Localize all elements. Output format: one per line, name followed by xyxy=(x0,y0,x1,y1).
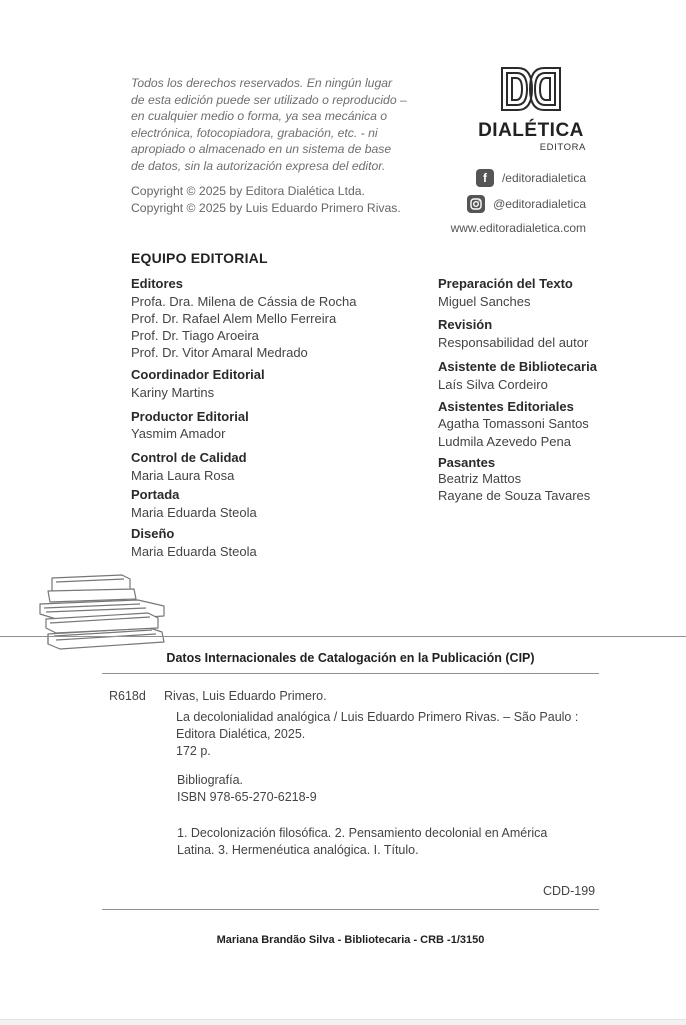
facebook-handle: /editoradialetica xyxy=(501,171,586,185)
role-label: Productor Editorial xyxy=(131,409,249,424)
cip-description: La decolonialidad analógica / Luis Eduardo Primero Rivas. – São Paulo : xyxy=(176,710,579,724)
rights-line: en cualquier medio o forma, ya sea mecánica o xyxy=(131,109,388,123)
copyright-author: Copyright © 2025 by Luis Eduardo Primero Rivas. xyxy=(131,200,401,215)
cip-description: Editora Dialética, 2025. xyxy=(176,727,306,741)
cip-subjects: Latina. 3. Hermenéutica analógica. I. Título. xyxy=(177,843,419,857)
page-divider xyxy=(0,636,686,637)
person-name: Maria Laura Rosa xyxy=(131,468,235,483)
brand-subtitle: EDITORA xyxy=(539,142,586,153)
cip-top-rule xyxy=(102,673,599,674)
instagram-icon xyxy=(467,195,485,213)
instagram-link[interactable] xyxy=(467,195,586,213)
cip-title: Datos Internacionales de Catalogación en la Publicación (CIP) xyxy=(166,651,535,665)
role-label: Diseño xyxy=(131,526,175,541)
librarian-credit: Mariana Brandão Silva - Bibliotecaria - CRB -1/3150 xyxy=(216,934,485,946)
instagram-handle: @editoradialetica xyxy=(493,197,586,211)
cip-code: R618d xyxy=(109,689,146,703)
person-name: Responsabilidad del autor xyxy=(438,335,589,350)
brand-name: DIALÉTICA xyxy=(478,120,584,141)
books-illustration-icon xyxy=(38,572,170,652)
rights-line: de esta edición puede ser utilizado o reproducido – xyxy=(131,92,407,107)
role-label: Editores xyxy=(131,276,184,291)
cip-author: Rivas, Luis Eduardo Primero. xyxy=(164,689,327,703)
person-name: Miguel Sanches xyxy=(438,294,531,309)
person-name: Agatha Tomassoni Santos xyxy=(438,416,589,431)
rights-notice xyxy=(131,75,411,174)
cip-subjects: 1. Decolonización filosófica. 2. Pensamiento decolonial en América xyxy=(177,826,548,840)
cip-bibliography: Bibliografía. xyxy=(177,773,244,787)
person-name: Prof. Dr. Rafael Alem Mello Ferreira xyxy=(131,311,337,326)
person-name: Rayane de Souza Tavares xyxy=(438,488,591,503)
team-title: EQUIPO EDITORIAL xyxy=(131,250,268,266)
person-name: Kariny Martins xyxy=(131,385,215,400)
rights-line: Todos los derechos reservados. En ningún lugar xyxy=(131,76,393,90)
role-label: Asistente de Bibliotecaria xyxy=(438,359,597,374)
person-name: Profa. Dra. Milena de Cássia de Rocha xyxy=(131,294,357,309)
role-label: Control de Calidad xyxy=(131,450,247,465)
role-label: Revisión xyxy=(438,317,493,332)
role-label: Coordinador Editorial xyxy=(131,367,265,382)
rights-line: electrónica, fotocopiadora, grabación, etc. - ni xyxy=(131,125,378,140)
person-name: Yasmim Amador xyxy=(131,426,226,441)
person-name: Prof. Dr. Vitor Amaral Medrado xyxy=(131,345,308,360)
rights-line: apropiado o almacenado en un sistema de base xyxy=(131,142,392,156)
cip-cdd: CDD-199 xyxy=(543,884,596,898)
page-bottom-edge xyxy=(0,1019,686,1025)
cip-isbn: ISBN 978-65-270-6218-9 xyxy=(177,790,317,804)
cip-pages: 172 p. xyxy=(176,744,211,758)
facebook-icon: f xyxy=(476,169,494,187)
rights-line: de datos, sin la autorización expresa del editor. xyxy=(131,158,386,173)
role-label: Portada xyxy=(131,487,180,502)
person-name: Maria Eduarda Steola xyxy=(131,544,257,559)
person-name: Ludmila Azevedo Pena xyxy=(438,434,571,449)
person-name: Prof. Dr. Tiago Aroeira xyxy=(131,328,259,343)
website-link[interactable]: www.editoradialetica.com xyxy=(450,221,586,235)
cip-bottom-rule xyxy=(102,909,599,910)
person-name: Laís Silva Cordeiro xyxy=(438,377,548,392)
facebook-link[interactable] xyxy=(476,169,586,187)
person-name: Maria Eduarda Steola xyxy=(131,505,257,520)
role-label: Pasantes xyxy=(438,455,496,470)
copyright-block xyxy=(131,183,401,216)
role-label: Preparación del Texto xyxy=(438,276,573,291)
role-label: Asistentes Editoriales xyxy=(438,399,574,414)
person-name: Beatriz Mattos xyxy=(438,471,522,486)
copyright-publisher: Copyright © 2025 by Editora Dialética Ltda. xyxy=(131,184,365,198)
publisher-logo-icon xyxy=(500,66,562,112)
